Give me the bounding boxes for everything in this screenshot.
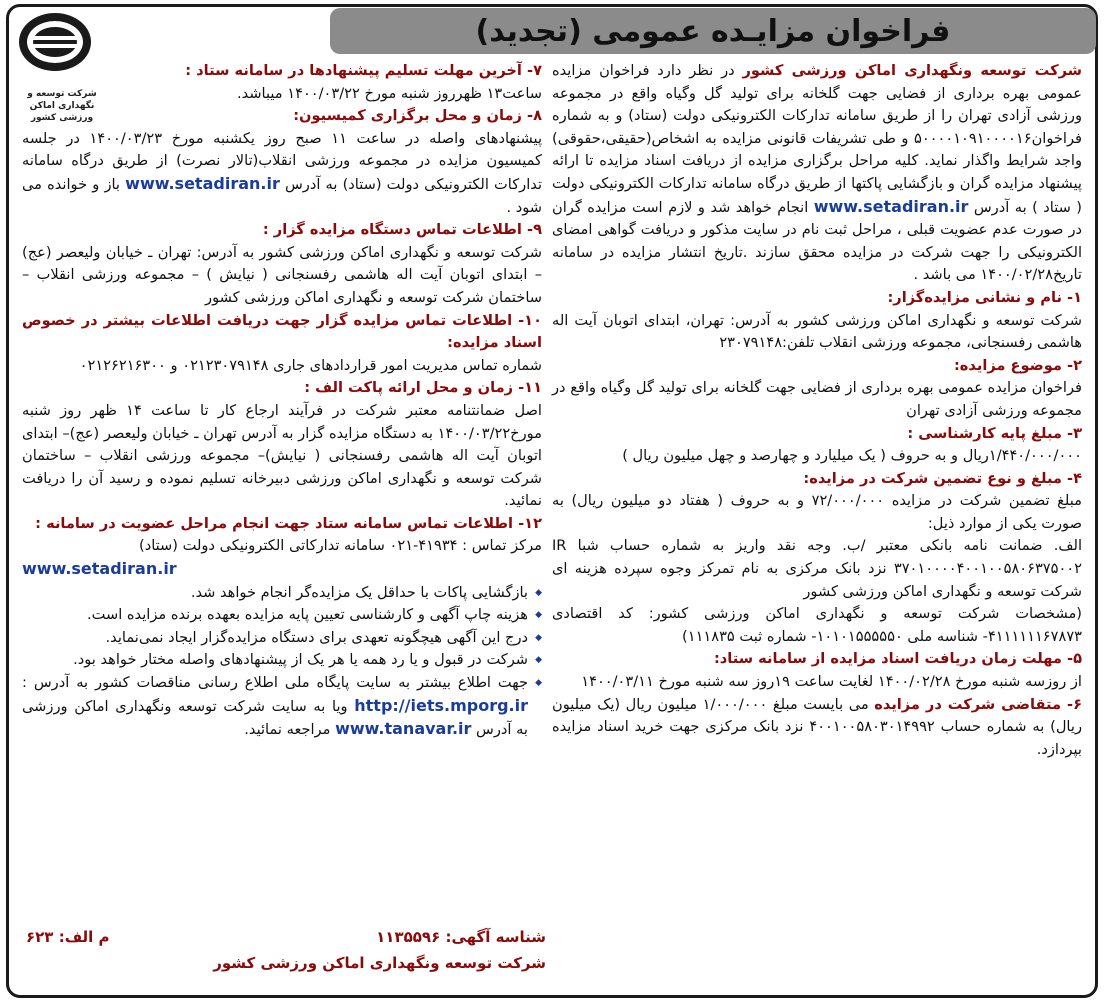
section-7-title: ۷- آخرین مهلت تسلیم پیشنهادها در سامانه ستاد : — [185, 62, 542, 79]
more-info-text-b: ویا به سایت شرکت توسعه ونگهداری اماکن ورزشی به آدرس — [22, 697, 528, 739]
section-4-title: ۴- مبلغ و نوع تضمین شرکت در مزایده: — [803, 469, 1082, 487]
setadiran-link-2[interactable]: www.setadiran.ir — [125, 173, 280, 193]
section-6-text: می بایست مبلغ ۱/۰۰۰/۰۰۰ میلیون ریال (یک میلیون ریال) به شماره حساب ۴۰۰۱۰۰۵۸۰۳۰۱۴۹۹۲ نزد بانک مرکزی جهت خرید اسناد مزایده بپردازد. — [552, 695, 1082, 758]
tanavar-link[interactable]: www.tanavar.ir — [335, 719, 472, 739]
section-1-text: شرکت توسعه و نگهداری اماکن ورزشی کشور به آدرس: تهران، ابتدای اتوبان آیت اله هاشمی رفسنجانی، مجموعه ورزشی انقلاب تلفن:۲۳۰۷۹۱۴۸ — [552, 311, 1082, 352]
section-10-title: ۱۰- اطلاعات تماس مزایده گزار جهت دریافت اطلاعات بیشتر در خصوص اسناد مزایده: — [22, 311, 542, 352]
section-4-guarantee-options: الف. ضمانت نامه بانکی معتبر /ب. وجه نقد واریز به شماره حساب شبا IR ۳۷۰۱۰۰۰۰۴۰۰۱۰۰۵۸۰۶۳۷۵۰۰۲ نزد بانک مرکزی به نام تمرکز وجوه سپرده هزینه ای شرکت توسعه و نگهداری اماکن ورزشی کشور — [552, 537, 1082, 600]
footer-org-name: شرکت توسعه ونگهداری اماکن ورزشی کشور — [213, 954, 546, 972]
section-12-text: مرکز تماس : ۴۱۹۳۴-۰۲۱ سامانه تداركاتی الكترونیكی دولت (ستاد) — [139, 537, 542, 555]
notes-list — [22, 582, 542, 742]
ad-code: م الف: ۶۲۳ — [26, 928, 110, 946]
ad-id: شناسه آگهی: ۱۱۳۵۵۹۶ — [376, 928, 546, 946]
section-1-title: ۱- نام و نشانی مزایده‌گزار: — [887, 288, 1082, 306]
right-column — [552, 60, 1082, 761]
intro-text: در نظر دارد فراخوان مزایده عمومی بهره برداری از فضایی جهت گلخانه برای تولید گل وگیاه واقع در مجموعه ورزشی آزادی تهران را از طریق سامانه تدارکات الکترونیکی دولت (ستاد) و به شماره فراخوان۵۰۰۰۰۱۰۹۱۰۰۰۰۱۶ و طی تشریفات قانونی مزایده به اشخاص(حقیقی،حقوقی) واجد شرایط واگذار نماید. کلیه مراحل برگزاری مزایده از دریافت اسناد مزایده تا ارائه پیشنهاد مزایده گران و بازگشایی پاکتها از طریق درگاه سامانه تدارکات الکترونیکی دولت ( ستاد ) به آدرس — [552, 62, 1082, 216]
section-2-title: ۲- موضوع مزایده: — [953, 356, 1082, 374]
list-item: ◆ هزینه چاپ آگهی و کارشناسی تعیین پایه مزایده بعهده برنده مزایده است. — [22, 604, 542, 627]
section-6-paragraph — [552, 694, 1082, 762]
section-2-text: فراخوان مزایده عمومی بهره برداری از فضایی جهت گلخانه برای تولید گل وگیاه واقع در مجموعه ورزشی آزادی تهران — [552, 379, 1082, 419]
section-11-title: ۱۱- زمان و محل ارائه پاکت الف : — [304, 379, 542, 397]
setadiran-link-3[interactable]: www.setadiran.ir — [22, 559, 177, 579]
section-10-text: شماره تماس مدیریت امور قراردادهای جاری ۰۲۱۲۳۰۷۹۱۴۸ و ۰۲۱۲۶۲۱۶۳۰۰ — [79, 356, 542, 374]
section-5-title: ۵- مهلت زمان دریافت اسناد مزایده از سامانه ستاد: — [713, 650, 1082, 668]
left-column — [22, 60, 542, 742]
list-item: ◆ بازگشایی پاکات با حداقل یک مزایده‌گر انجام خواهد شد. — [22, 582, 542, 605]
iets-link[interactable]: http://iets.mporg.ir — [354, 695, 528, 715]
section-4-company-specs: (مشخصات شرکت توسعه و نگهداری اماکن ورزشی کشور: کد اقتصادی ۴۱۱۱۱۱۱۶۷۸۷۳- شناسه ملی ۱۰۱۰۱۵۵۵۵۵۰- شماره ثبت ۱۱۱۸۳۵) — [552, 605, 1082, 645]
section-4-text: مبلغ تضمین شرکت در مزایده ۷۲/۰۰۰/۰۰۰ و به حروف ( هفتاد دو میلیون ریال) به صورت یکی از موارد ذیل: — [552, 492, 1082, 532]
section-8-paragraph — [22, 128, 542, 219]
section-12-link-row — [22, 558, 542, 582]
section-7-text: ساعت۱۳ ظهرروز شنبه مورخ ۱۴۰۰/۰۳/۲۲ میباشد. — [237, 84, 542, 102]
section-12-title: ۱۲- اطلاعات تماس سامانه ستاد جهت انجام مراحل عضویت در سامانه : — [35, 514, 542, 532]
section-8-text-2: باز و خوانده می شود . — [22, 175, 542, 216]
logo-caption: شرکت توسعه و نگهداری اماکن ورزشی کشور — [27, 89, 97, 123]
intro-text-2: انجام خواهد شد و لازم است مزایده گران در صورت عدم عضویت قبلی ، مراحل ثبت نام در سایت مذکور و دریافت گواهی امضای الکترونیکی را جهت شرکت در مزایده محقق سازند .تاریخ انتشار مزایده در سامانه تاریخ۱۴۰۰/۰۲/۲۸ می باشد . — [552, 198, 1082, 284]
intro-org-name: شرکت توسعه ونگهداری اماکن ورزشی کشور — [742, 62, 1082, 79]
footer-ids-row — [26, 924, 546, 950]
list-item-more-info — [22, 672, 542, 742]
list-item: ◆ شرکت در قبول و یا رد همه یا هر یک از پیشنهادهای واصله مختار خواهد بود. — [22, 649, 542, 672]
section-11-text: اصل ضمانتنامه معتبر شرکت در فرآیند ارجاع کار تا ساعت ۱۴ ظهر روز شنبه مورخ۱۴۰۰/۰۳/۲۲ به دستگاه مزایده گزار به آدرس تهران ـ خیابان ولیعصر (عج)– ابتدای اتوبان آیت اله هاشمی رفسنجانی ( نیایش)– مجموعه ورزشی انقلاب – ساختمان شرکت توسعه و نگهداری اماکن ورزشی دبیرخانه تسلیم نموده و رسید آن را دریافت نمائید. — [22, 401, 542, 510]
setadiran-link[interactable]: www.setadiran.ir — [813, 196, 969, 216]
more-info-text-a: جهت اطلاع بیشتر به سایت پایگاه ملی اطلاع رسانی مناقصات کشور به آدرس : — [22, 674, 528, 692]
section-6-title: ۶- متقاضی شرکت در مزایده — [874, 695, 1082, 713]
section-3-text: ۱/۴۴۰/۰۰۰/۰۰۰ریال و به حروف ( یک میلیارد و چهارصد و چهل میلیون ریال ) — [622, 447, 1082, 465]
ad-footer — [26, 924, 546, 976]
section-8-text: پیشنهادهای واصله در ساعت ۱۱ صبح روز یکشنبه مورخ ۱۴۰۰/۰۳/۲۳ در جلسه کمیسیون مزایده در مجموعه ورزشی انقلاب(تالار نصرت) از طریق درگاه سامانه تدارکات الکترونیکی دولت (ستاد) به آدرس — [22, 129, 543, 193]
section-8-title: ۸- زمان و محل برگزاری کمیسیون: — [293, 107, 542, 125]
list-item: ◆ درج این آگهی هیچگونه تعهدی برای دستگاه مزایده‌گزار ایجاد نمی‌نماید. — [22, 627, 542, 650]
section-9-text: شرکت توسعه و نگهداری اماکن ورزشی کشور به آدرس: تهران ـ خیابان ولیعصر (عج) – ابتدای اتوبان آیت اله هاشمی رفسنجانی ( نیایش ) – مجموعه ورزشی انقلاب – ساختمان شرکت توسعه و نگهداری اماکن ورزشی کشور — [22, 243, 542, 306]
section-3-title: ۳- مبلغ پایه کارشناسی : — [907, 424, 1082, 442]
intro-paragraph — [552, 60, 1082, 287]
more-info-text-c: مراجعه نمائید. — [244, 721, 336, 739]
section-5-text: از روزسه شنبه مورخ ۱۴۰۰/۰۲/۲۸ لغایت ساعت ۱۹روز سه شنبه مورخ ۱۴۰۰/۰۳/۱۱ — [581, 673, 1082, 691]
page-title: فراخوان مزایـده عمومی (تجدید) — [475, 13, 951, 49]
title-banner — [330, 8, 1096, 54]
section-9-title: ۹- اطلاعات تماس دستگاه مزایده گزار : — [262, 221, 542, 239]
